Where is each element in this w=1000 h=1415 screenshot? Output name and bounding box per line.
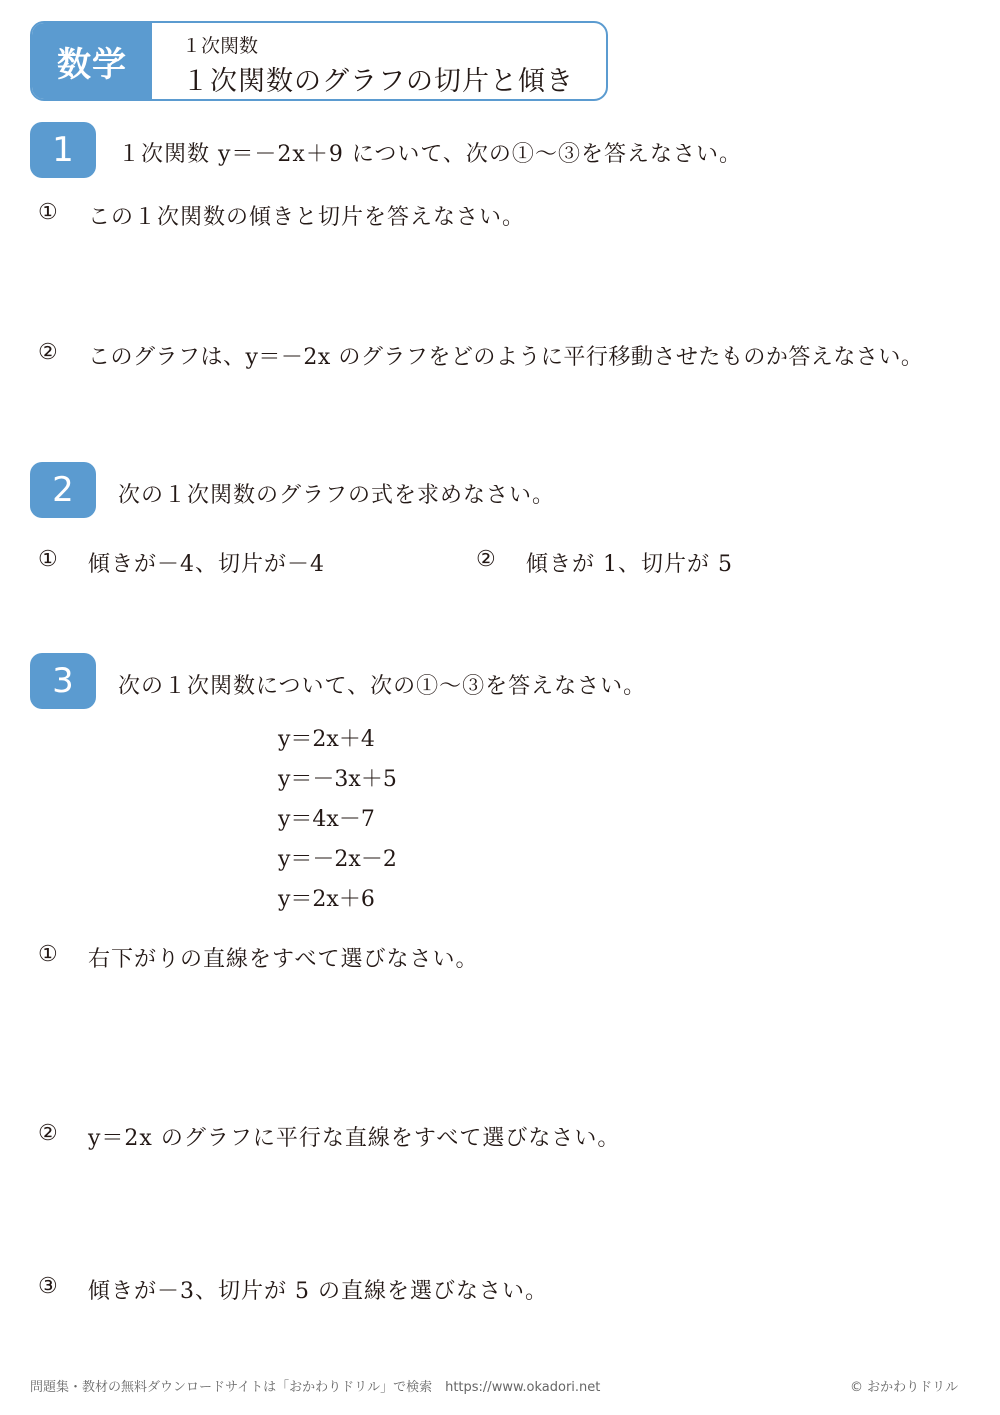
problem-2-q2-text: 傾きが 1、切片が 5 — [526, 552, 733, 577]
problem-3-q2-number: ② — [38, 1121, 58, 1146]
problem-3-q2-text: y＝2x のグラフに平行な直線をすべて選びなさい。 — [88, 1126, 621, 1151]
problem-1-q1-text: この１次関数の傾きと切片を答えなさい。 — [88, 205, 526, 230]
footer-site-text: 問題集・教材の無料ダウンロードサイトは「おかわりドリル」で検索 https://www.okadori.net — [30, 1380, 601, 1395]
problem-3-q3-text: 傾きが－3、切片が 5 の直線を選びなさい。 — [88, 1279, 548, 1304]
problem-3-q1-text: 右下がりの直線をすべて選びなさい。 — [88, 947, 479, 972]
problem-1-prompt: １次関数 y＝－2x＋9 について、次の①～③を答えなさい。 — [118, 142, 742, 167]
equation-2: y＝－3x＋5 — [278, 767, 397, 792]
problem-1-q1-number: ① — [38, 200, 58, 225]
page-title: １次関数のグラフの切片と傾き — [182, 66, 574, 97]
equation-5: y＝2x＋6 — [278, 887, 375, 912]
problem-3-q3-number: ③ — [38, 1274, 58, 1299]
problem-2-q1-number: ① — [38, 547, 58, 572]
problem-1-q2-number: ② — [38, 340, 58, 365]
unit-name: １次関数 — [182, 35, 259, 57]
problem-2-prompt: 次の１次関数のグラフの式を求めなさい。 — [118, 483, 556, 508]
equation-1: y＝2x＋4 — [278, 727, 375, 752]
equation-4: y＝－2x－2 — [278, 847, 397, 872]
header-box — [30, 21, 608, 101]
problem-1-badge: 1 — [30, 122, 96, 178]
problem-1-q2-text: このグラフは、y＝－2x のグラフをどのように平行移動させたものか答えなさい。 — [88, 345, 924, 370]
problem-3-prompt: 次の１次関数について、次の①～③を答えなさい。 — [118, 674, 647, 699]
problem-2-q2-number: ② — [476, 547, 496, 572]
equation-3: y＝4x－7 — [278, 807, 375, 832]
footer-copyright: © おかわりドリル — [850, 1380, 959, 1395]
problem-2-badge: 2 — [30, 462, 96, 518]
problem-3-badge: 3 — [30, 653, 96, 709]
problem-3-q1-number: ① — [38, 942, 58, 967]
subject-label: 数学 — [32, 23, 152, 99]
problem-2-q1-text: 傾きが－4、切片が－4 — [88, 552, 325, 577]
